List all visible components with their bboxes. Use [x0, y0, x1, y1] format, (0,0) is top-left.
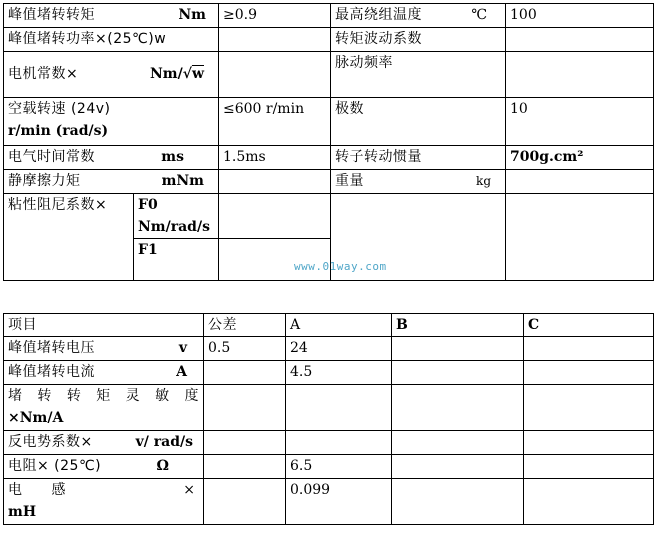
empty-cell [506, 194, 654, 281]
pulse-frequency-label: 脉动频率 [331, 52, 506, 98]
row-tolerance [204, 361, 286, 385]
row-tolerance: 0.5 [204, 337, 286, 361]
table-row [4, 431, 654, 455]
row-label: 电 感 × mH [4, 479, 204, 525]
pole-count-label: 极数 [331, 98, 506, 146]
row-value-a [286, 385, 392, 431]
viscous-damping-label: 粘性阻尼系数× [4, 194, 134, 281]
motor-constant-value [219, 52, 331, 98]
electrical-time-constant-label: 电气时间常数 ms [4, 146, 219, 170]
row-value-a: 0.099 [286, 479, 392, 525]
torque-ripple-value [506, 28, 654, 52]
row-tolerance [204, 431, 286, 455]
static-friction-torque-label: 静摩擦力矩 mNm [4, 170, 219, 194]
row-value-a: 24 [286, 337, 392, 361]
table-row [4, 385, 654, 431]
row-value-a [286, 431, 392, 455]
static-friction-torque-value [219, 170, 331, 194]
watermark: www.01way.com [294, 260, 387, 273]
row-value-b [392, 337, 524, 361]
row-value-b [392, 431, 524, 455]
electrical-params-table [3, 313, 654, 525]
row-label: 峰值堵转电压 v [4, 337, 204, 361]
electrical-time-constant-value: 1.5ms [219, 146, 331, 170]
peak-stall-torque-value: ≥0.9 [219, 4, 331, 28]
row-value-c [524, 455, 654, 479]
f0-value [219, 194, 331, 239]
col-header-b: B [392, 314, 524, 337]
col-header-a: A [286, 314, 392, 337]
f0-label: F0 Nm/rad/s [134, 194, 219, 239]
row-value-c [524, 337, 654, 361]
row-value-a: 4.5 [286, 361, 392, 385]
row-value-c [524, 479, 654, 525]
motor-spec-table [3, 3, 654, 281]
peak-stall-torque-label: 峰值堵转转矩 Nm [4, 4, 219, 28]
rotor-inertia-label: 转子转动惯量 [331, 146, 506, 170]
table-row [4, 361, 654, 385]
weight-label: 重量 kg [331, 170, 506, 194]
table-row [4, 337, 654, 361]
peak-stall-power-label: 峰值堵转功率×(25℃)w [4, 28, 219, 52]
pole-count-value: 10 [506, 98, 654, 146]
table-header-row [4, 314, 654, 337]
max-winding-temp-label: 最高绕组温度 ℃ [331, 4, 506, 28]
row-value-c [524, 385, 654, 431]
pulse-frequency-value [506, 52, 654, 98]
table-row [4, 455, 654, 479]
row-value-c [524, 361, 654, 385]
motor-constant-label: 电机常数× Nm/√w [4, 52, 219, 98]
row-value-a: 6.5 [286, 455, 392, 479]
row-label: 反电势系数× v/ rad/s [4, 431, 204, 455]
row-value-b [392, 385, 524, 431]
no-load-speed-label: 空载转速 (24v) r/min (rad/s) [4, 98, 219, 146]
col-header-item: 项目 [4, 314, 204, 337]
table-row [4, 479, 654, 525]
col-header-tolerance: 公差 [204, 314, 286, 337]
col-header-c: C [524, 314, 654, 337]
row-label: 电阻× (25℃) Ω [4, 455, 204, 479]
no-load-speed-value: ≤600 r/min [219, 98, 331, 146]
torque-ripple-label: 转矩波动系数 [331, 28, 506, 52]
row-label: 堵转转矩灵敏度 ×Nm/A [4, 385, 204, 431]
row-value-c [524, 431, 654, 455]
row-label: 峰值堵转电流 A [4, 361, 204, 385]
max-winding-temp-value: 100 [506, 4, 654, 28]
row-tolerance [204, 385, 286, 431]
rotor-inertia-value: 700g.cm² [506, 146, 654, 170]
f1-label: F1 [134, 239, 219, 281]
row-tolerance [204, 479, 286, 525]
row-value-b [392, 479, 524, 525]
row-value-b [392, 361, 524, 385]
peak-stall-power-value [219, 28, 331, 52]
weight-value [506, 170, 654, 194]
row-tolerance [204, 455, 286, 479]
row-value-b [392, 455, 524, 479]
